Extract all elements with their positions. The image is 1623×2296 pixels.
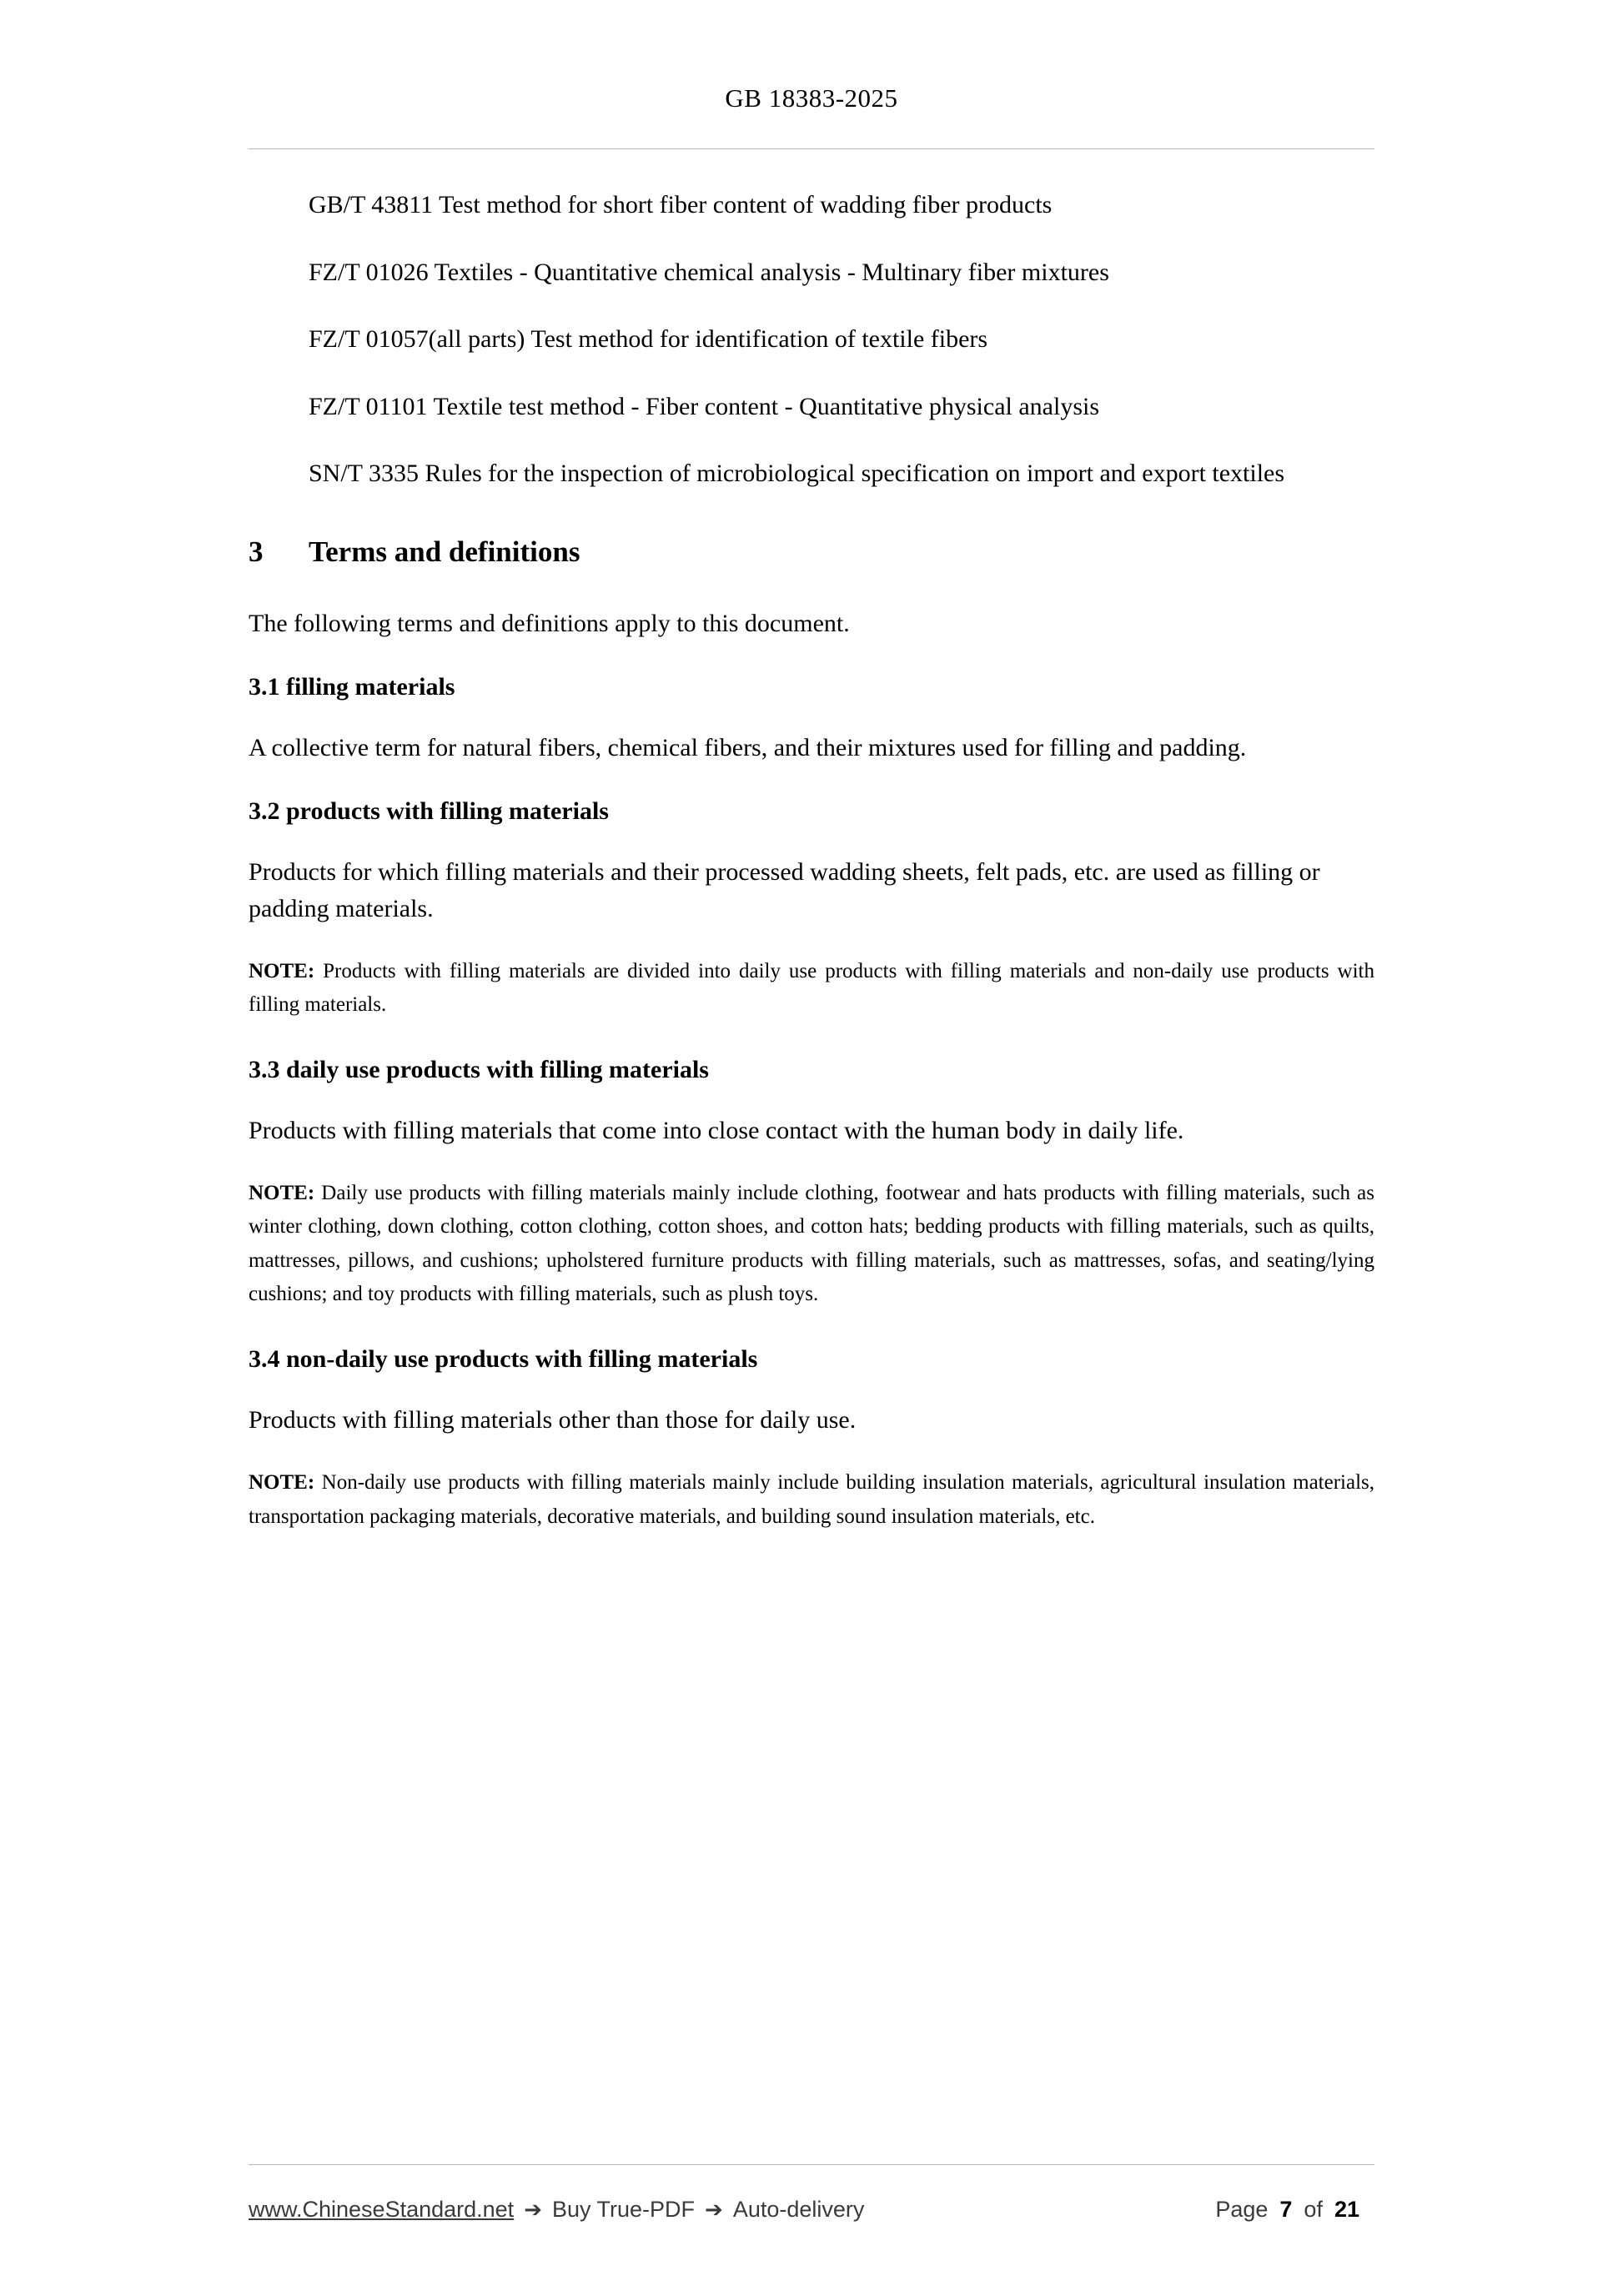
section-number: 3 bbox=[249, 535, 264, 568]
note-label: NOTE: bbox=[249, 1181, 315, 1204]
page-content bbox=[249, 188, 1374, 1564]
reference-item: FZ/T 01057(all parts) Test method for identification of textile fibers bbox=[309, 325, 988, 354]
page-header bbox=[250, 83, 1373, 113]
term-heading-3-4: 3.4 non-daily use products with filling materials bbox=[249, 1344, 758, 1373]
page-number: 7 bbox=[1279, 2197, 1293, 2222]
of-label: of bbox=[1304, 2197, 1323, 2222]
term-body-3-2: Products for which filling materials and their processed wadding sheets, felt pads, etc. are used as filling or padding materials. bbox=[249, 858, 1320, 922]
page-footer bbox=[249, 2197, 1374, 2223]
term-heading-3-1: 3.1 filling materials bbox=[249, 673, 455, 701]
section-title: Terms and definitions bbox=[309, 535, 580, 568]
note-text: Daily use products with filling materials mainly include clothing, footwear and hats products with filling materials, such as winter clothing, down clothing, cotton clothing, cotton shoes, and cotton hats; bedding products with filling materials, such as quilts, mattresses, pillows, and cushions; upholstered furniture products with filling materials, such as mattresses, sofas, and seating/lying cushions; and toy products with filling materials, such as plush toys. bbox=[249, 1181, 1374, 1306]
section-heading bbox=[249, 535, 1374, 569]
term-body-3-3: Products with filling materials that come into close contact with the human body in daily life. bbox=[249, 1116, 1184, 1144]
note-label: NOTE: bbox=[249, 1471, 315, 1495]
term-note-3-2 bbox=[249, 955, 1374, 1022]
note-text: Products with filling materials are divided into daily use products with filling materials and non-daily use products with filling materials. bbox=[249, 959, 1374, 1017]
header-divider bbox=[249, 148, 1374, 149]
reference-item: SN/T 3335 Rules for the inspection of microbiological specification on import and export textiles bbox=[309, 460, 1285, 488]
reference-item: GB/T 43811 Test method for short fiber content of wadding fiber products bbox=[309, 191, 1053, 219]
arrow-right-icon: ➔ bbox=[524, 2197, 542, 2223]
section-intro: The following terms and definitions apply to this document. bbox=[249, 609, 850, 637]
reference-item: FZ/T 01101 Textile test method - Fiber content - Quantitative physical analysis bbox=[309, 392, 1100, 420]
buy-label: Buy True-PDF bbox=[551, 2197, 696, 2222]
website-link[interactable]: www.ChineseStandard.net bbox=[249, 2197, 515, 2222]
term-note-3-4 bbox=[249, 1466, 1374, 1534]
term-body-3-1: A collective term for natural fibers, chemical fibers, and their mixtures used for filling and padding. bbox=[249, 734, 1247, 762]
term-note-3-3 bbox=[249, 1177, 1374, 1312]
delivery-label: Auto-delivery bbox=[732, 2197, 865, 2222]
standard-title: GB 18383-2025 bbox=[725, 83, 898, 113]
footer-promo bbox=[249, 2197, 864, 2223]
page-label: Page bbox=[1215, 2197, 1269, 2222]
arrow-right-icon: ➔ bbox=[705, 2197, 723, 2223]
term-heading-3-2: 3.2 products with filling materials bbox=[249, 797, 609, 826]
reference-item: FZ/T 01026 Textiles - Quantitative chemical analysis - Multinary fiber mixtures bbox=[309, 258, 1109, 286]
term-body-3-4: Products with filling materials other than those for daily use. bbox=[249, 1405, 857, 1434]
note-label: NOTE: bbox=[249, 959, 315, 982]
page-indicator bbox=[1215, 2197, 1374, 2223]
term-heading-3-3: 3.3 daily use products with filling materials bbox=[249, 1055, 709, 1083]
page-total: 21 bbox=[1334, 2197, 1359, 2222]
footer-divider bbox=[249, 2164, 1374, 2165]
note-text: Non-daily use products with filling materials mainly include building insulation materials, agricultural insulation materials, transportation packaging materials, decorative materials, and building sound insulation materials, etc. bbox=[249, 1471, 1374, 1528]
